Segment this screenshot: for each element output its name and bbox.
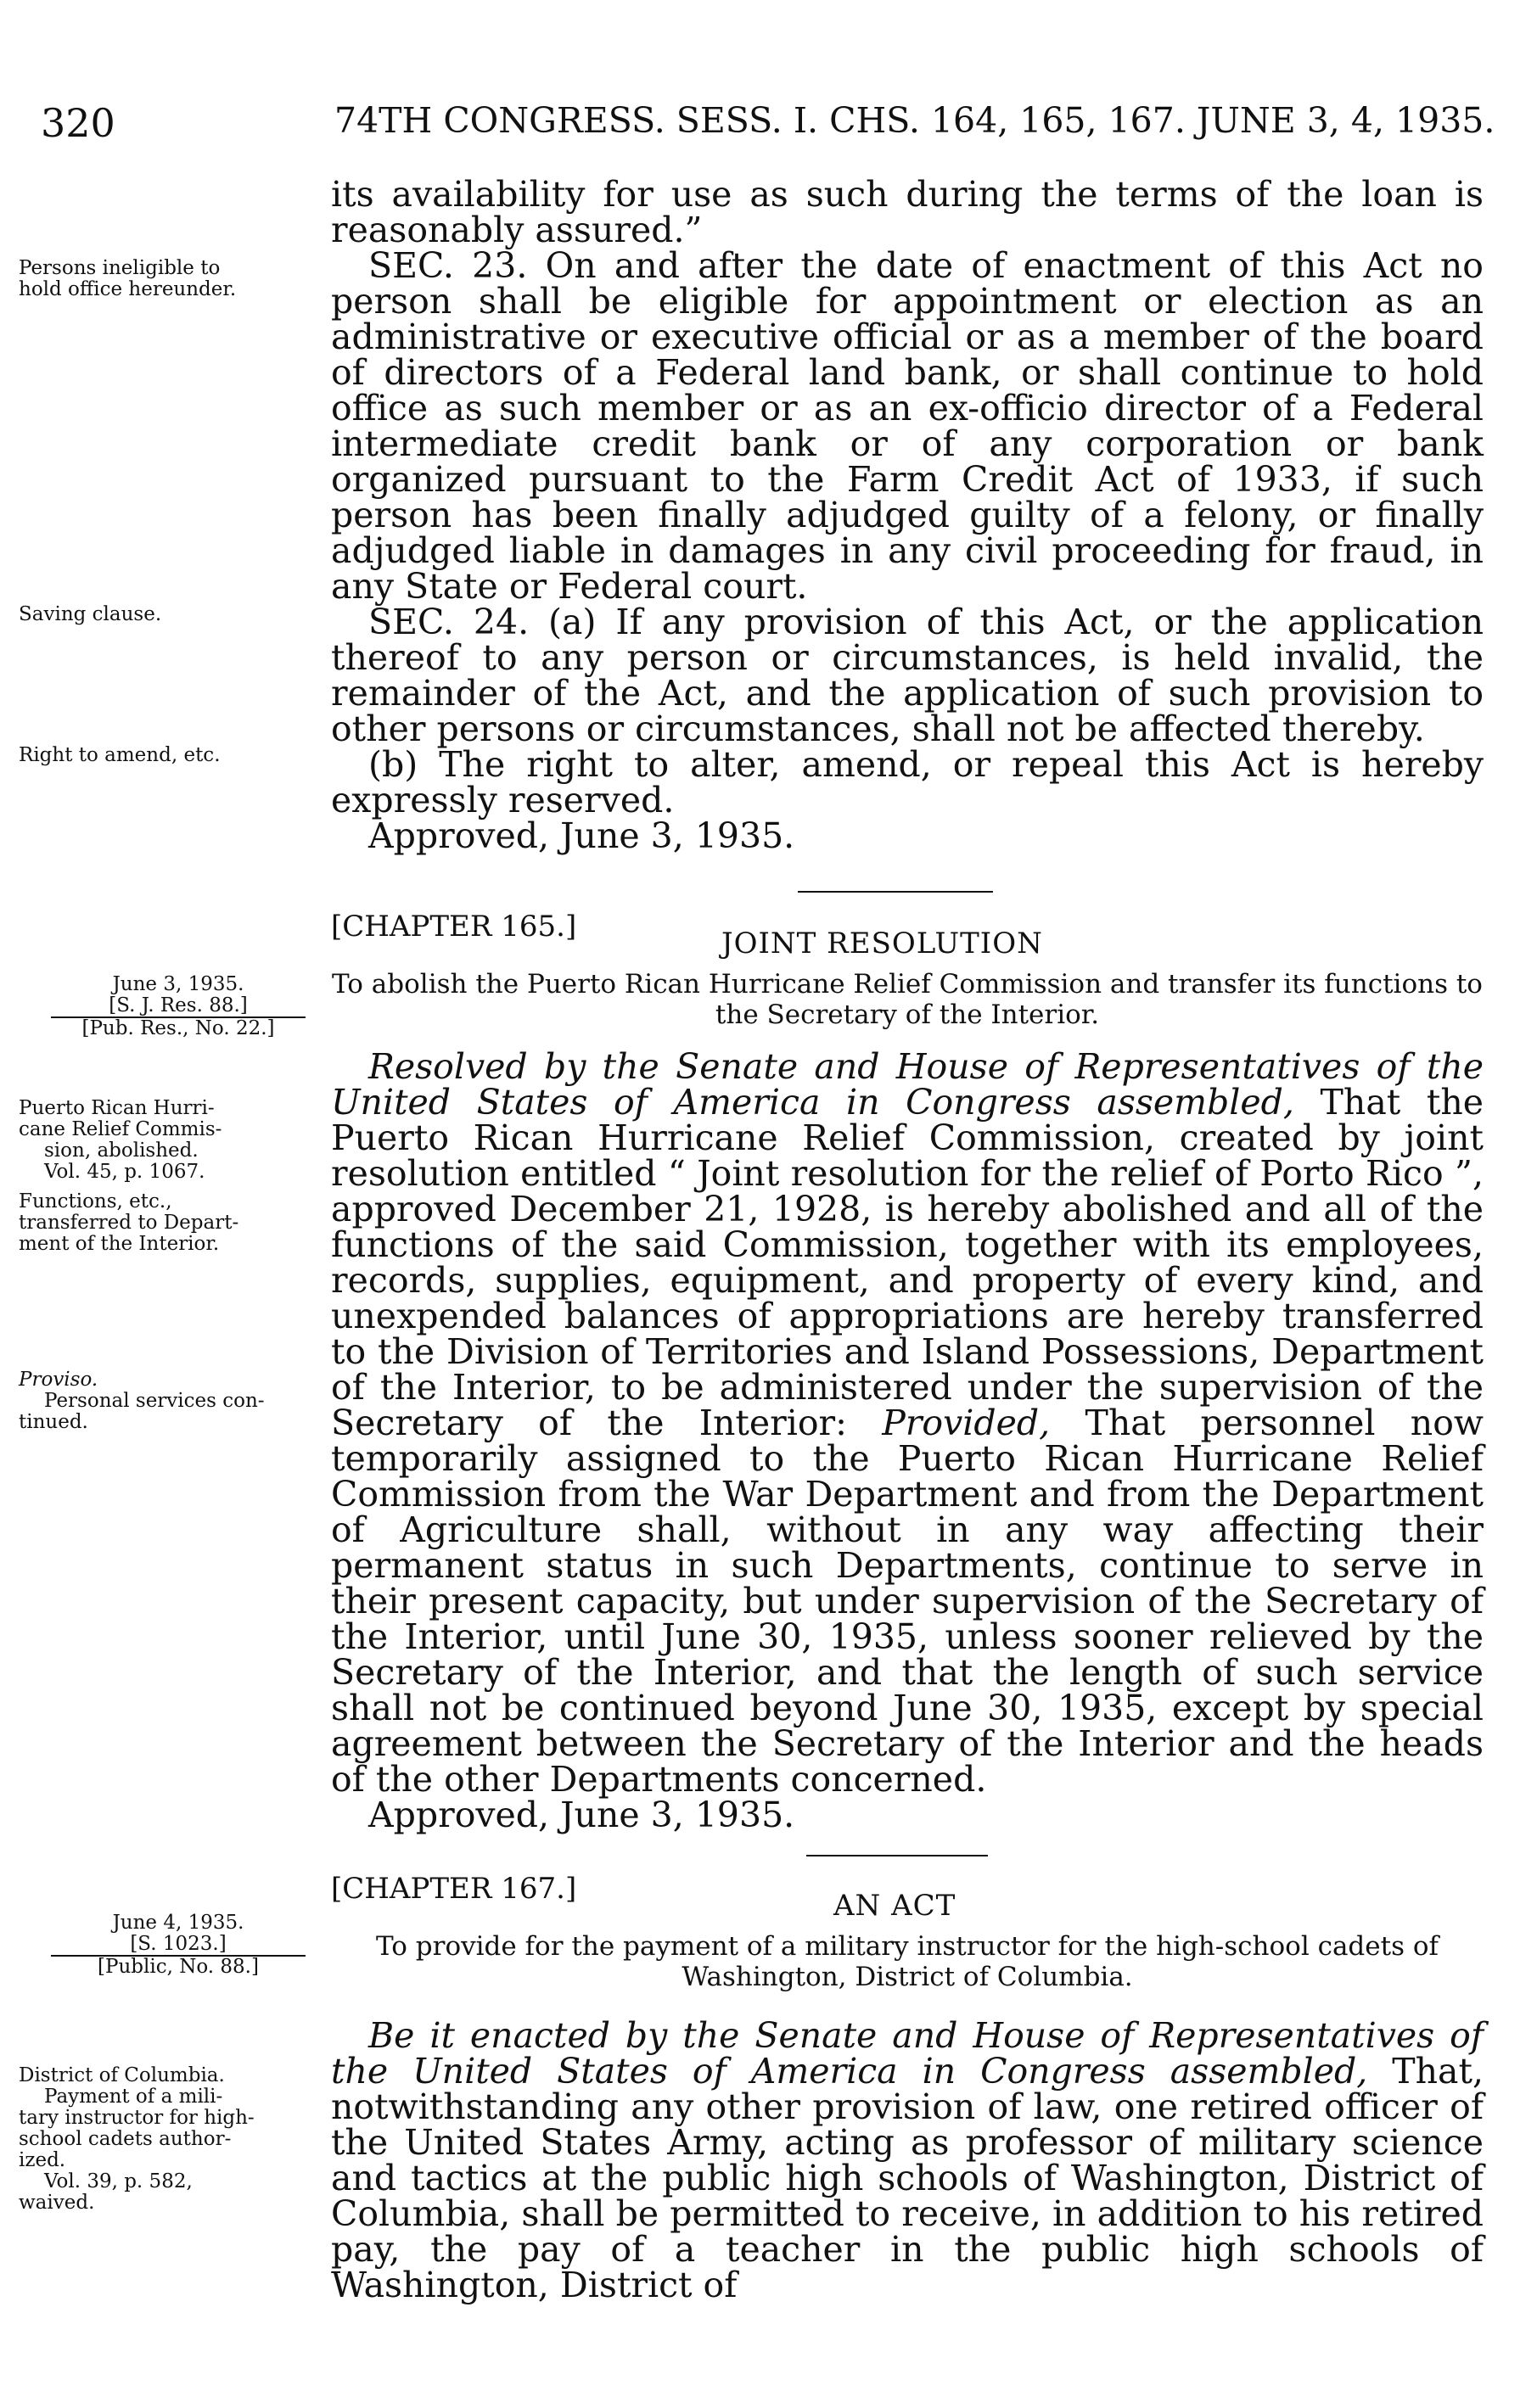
enacting-clause: Be it enacted by the Senate and House of Representatives of the United States of America in Congress assembled,	[331, 2015, 1484, 2092]
congress-ordinal: 74TH	[334, 100, 433, 141]
margin-note-functions-transferred: Functions, etc., transferred to Depart- ment of the Interior.	[19, 1190, 239, 1255]
paragraph-sec-24b: (b) The right to alter, amend, or repeal this Act is hereby expressly reserved.	[331, 744, 1484, 820]
chapter-167-purpose: To provide for the payment of a military instructor for the high-school cadets of Washington, District of Columbia.	[376, 1931, 1439, 1992]
approved-line-1: Approved, June 3, 1935.	[368, 815, 795, 856]
divider-rule-1	[798, 891, 993, 893]
provided-word: Provided,	[882, 1403, 1051, 1443]
margin-note-saving-clause: Saving clause.	[19, 603, 162, 625]
margin-note-165-citation	[34, 974, 323, 1039]
act-body: Be it enacted by the Senate and House of Representatives of the United States of America in Congress assembled, That, notwithstanding any other provision of law, one retired officer of the United States Army, acting as professor of military science and tactics at the public high schools of Washington, District of Columbia, shall be permitted to receive, in addition to his retired pay, the pay of a teacher in the public high schools of Washington, District of	[331, 2015, 1484, 2305]
bill-number-167: [S. 1023.]	[51, 1934, 306, 1957]
running-head	[334, 100, 1495, 141]
chapter-165-label: [CHAPTER 165.]	[331, 910, 577, 944]
margin-note-167-citation	[34, 1912, 323, 1978]
margin-note-persons-ineligible: Persons ineligible to hold office hereunder.	[19, 257, 237, 300]
resolution-body: Resolved by the Senate and House of Representatives of the United States of America in Congress assembled, That the Puerto Rican Hurricane Relief Commission, created by joint resolution entitled “ Joint resolution for the relief of Porto Rico ”, approved December 21, 1928, is hereby abolished and all of the functions of the said Commission, together with its employees, records, supplies, equipment, and property of every kind, and unexpended balances of appropriations are hereby transferred to the Division of Territories and Island Possessions, Department of the Interior, to be administered under the supervision of the Secretary of the Interior: Provided, That personnel now temporarily assigned to the Puerto Rican Hurricane Relief Commission from the War Department and from the Department of Agriculture shall, without in any way affecting their permanent status in such Departments, continue to serve in their present capacity, but under supervision of the Secretary of the Interior, until June 30, 1935, unless sooner relieved by the Secretary of the Interior, and that the length of such service shall not be continued beyond June 30, 1935, except by special agreement between the Secretary of the Interior and the heads of the other Departments concerned.	[331, 1046, 1484, 1800]
divider-rule-2	[806, 1855, 988, 1856]
margin-note-proviso: Proviso. Personal services con- tinued.	[19, 1369, 265, 1433]
paragraph-sec-24a: SEC. 24. (a) If any provision of this Act, or the application thereof to any person or circumstances, is held invalid, the remainder of the Act, and the application of such provision to other persons or circumstances, shall not be affected thereby.	[331, 602, 1484, 749]
bill-number-165: [S. J. Res. 88.]	[51, 995, 306, 1018]
section-continuation	[331, 176, 1484, 854]
volume-reference-45: Vol. 45, p. 1067.	[44, 1161, 205, 1183]
approved-line-2: Approved, June 3, 1935.	[368, 1795, 795, 1835]
margin-note-military-instructor: District of Columbia. Payment of a mili- tary instructor for high- school cadets author- ized. Vol. 39, p. 582, waived.	[19, 2065, 324, 2214]
page-number: 320	[41, 100, 115, 146]
chapter-165-purpose: To abolish the Puerto Rican Hurricane Relief Commission and transfer its functions to the Secretary of the Interior.	[332, 969, 1483, 1030]
chapter-165-title: JOINT RESOLUTION	[721, 927, 1043, 960]
public-law-number: [Public, No. 88.]	[98, 1956, 259, 1978]
running-head-text: CONGRESS. SESS. I. CHS. 164, 165, 167. JUNE 3, 4, 1935.	[432, 100, 1495, 141]
paragraph-loan-continuation: its availability for use as such during the terms of the loan is reasonably assured.”	[331, 174, 1484, 250]
paragraph-sec-23: SEC. 23. On and after the date of enactment of this Act no person shall be eligible for appointment or election as an administrative or executive official or as a member of the board of directors of a Federal land bank, or shall continue to hold office as such member or as an ex-officio director of a Federal intermediate credit bank or of any corporation or bank organized pursuant to the Farm Credit Act of 1933, if such person has been finally adjudged guilty of a felony, or finally adjudged liable in damages in any civil proceeding for fraud, in any State or Federal court.	[331, 245, 1484, 607]
volume-reference-39: Vol. 39, p. 582,	[44, 2170, 193, 2192]
chapter-165-text	[331, 1046, 1484, 1835]
enactment-date-165: June 3, 1935.	[112, 973, 244, 995]
chapter-167-title: AN ACT	[833, 1889, 956, 1923]
chapter-167-label: [CHAPTER 167.]	[331, 1872, 577, 1906]
enactment-date-167: June 4, 1935.	[112, 1912, 244, 1934]
running-header	[41, 100, 1495, 151]
margin-note-right-to-amend: Right to amend, etc.	[19, 744, 221, 766]
chapter-167-text	[331, 2015, 1484, 2305]
margin-note-commission-abolished: Puerto Rican Hurri- cane Relief Commis- sion, abolished. Vol. 45, p. 1067.	[19, 1098, 324, 1183]
resolving-clause: Resolved by the Senate and House of Representatives of the United States of America in Congress assembled,	[331, 1046, 1484, 1123]
public-resolution-number: [Pub. Res., No. 22.]	[81, 1017, 275, 1039]
